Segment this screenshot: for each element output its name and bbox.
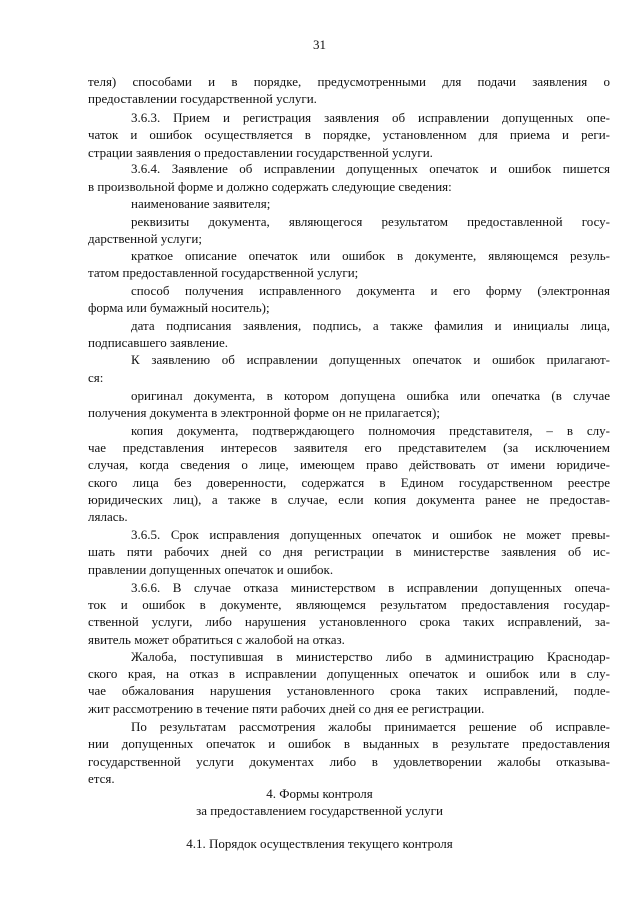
text-line: юридических лиц), а также в случае, если копия документа ранее не предостав- xyxy=(88,492,610,507)
text-line: реквизиты документа, являющегося результатом предоставленной госу- xyxy=(131,214,610,229)
text-line: предоставлении государственной услуги. xyxy=(88,91,317,106)
text-line: ется. xyxy=(88,771,115,786)
text-line: нии допущенных опечаток и ошибок в выданных в результате предоставления xyxy=(88,736,610,751)
text-line: дата подписания заявления, подпись, а также фамилия и инициалы лица, xyxy=(131,318,610,333)
text-line: подписавшего заявление. xyxy=(88,335,229,350)
text-line: 3.6.5. Срок исправления допущенных опечаток и ошибок не может превы- xyxy=(131,527,610,542)
text-line: краткое описание опечаток или ошибок в документе, являющемся резуль- xyxy=(131,248,610,263)
text-line: По результатам рассмотрения жалобы принимается решение об исправле- xyxy=(131,719,610,734)
text-line: страции заявления о предоставлении государственной услуги. xyxy=(88,145,433,160)
text-line: государственной услуги документах либо в удовлетворении жалобы отказыва- xyxy=(88,754,610,769)
text-line: случая, когда сведения о лице, имеющем право действовать от имени юридиче- xyxy=(88,457,610,472)
text-line: ся: xyxy=(88,370,104,385)
text-line: Жалоба, поступившая в министерство либо в администрацию Краснодар- xyxy=(131,649,610,664)
text-line: форма или бумажный носитель); xyxy=(88,300,270,315)
text-line: наименование заявителя; xyxy=(131,196,271,211)
text-line: ственной услуги, либо нарушения установленного срока таких исправлений, за- xyxy=(88,614,610,629)
text-line: шать пяти рабочих дней со дня регистрации в министерстве заявления об ис- xyxy=(88,544,610,559)
text-line: в произвольной форме и должно содержать следующие сведения: xyxy=(88,179,452,194)
text-line: ского лица без доверенности, содержатся в Едином государственном реестре xyxy=(88,475,610,490)
text-line: дарственной услуги; xyxy=(88,231,202,246)
text-line: 3.6.3. Прием и регистрация заявления об исправлении допущенных опе- xyxy=(131,110,610,125)
text-line: 3.6.4. Заявление об исправлении допущенных опечаток и ошибок пишется xyxy=(131,161,610,176)
text-line: К заявлению об исправлении допущенных опечаток и ошибок прилагают- xyxy=(131,352,610,367)
text-line: ток и ошибок в документе, являющемся результатом предоставления государ- xyxy=(88,597,610,612)
text-line: чае представления интересов заявителя его представителем (за исключением xyxy=(88,440,610,455)
section-heading-line: 4. Формы контроля xyxy=(266,786,373,801)
text-line: явитель может обратиться с жалобой на отказ. xyxy=(88,632,345,647)
text-line: оригинал документа, в котором допущена ошибка или опечатка (в случае xyxy=(131,388,610,403)
text-line: получения документа в электронной форме он не прилагается); xyxy=(88,405,440,420)
text-line: копия документа, подтверждающего полномочия представителя, – в слу- xyxy=(131,423,610,438)
page-number: 31 xyxy=(313,37,326,52)
text-line: 3.6.6. В случае отказа министерством в исправлении допущенных опеча- xyxy=(131,580,610,595)
text-line: теля) способами и в порядке, предусмотренными для подачи заявления о xyxy=(88,74,610,89)
section-heading-line: 4.1. Порядок осуществления текущего контроля xyxy=(186,836,453,851)
text-line: чаток и ошибок осуществляется в порядке, установленном для приема и реги- xyxy=(88,127,610,142)
text-line: правлении допущенных опечаток и ошибок. xyxy=(88,562,334,577)
text-line: татом предоставленной государственной услуги; xyxy=(88,265,359,280)
text-line: лялась. xyxy=(88,509,128,524)
text-line: способ получения исправленного документа и его форму (электронная xyxy=(131,283,610,298)
text-line: чае обжалования нарушения установленного срока таких исправлений, подле- xyxy=(88,683,610,698)
text-line: жит рассмотрению в течение пяти рабочих дней со дня ее регистрации. xyxy=(88,701,485,716)
text-line: ского края, на отказ в исправлении допущенных опечаток и ошибок или в слу- xyxy=(88,666,610,681)
section-heading-line: за предоставлением государственной услуги xyxy=(196,803,443,818)
